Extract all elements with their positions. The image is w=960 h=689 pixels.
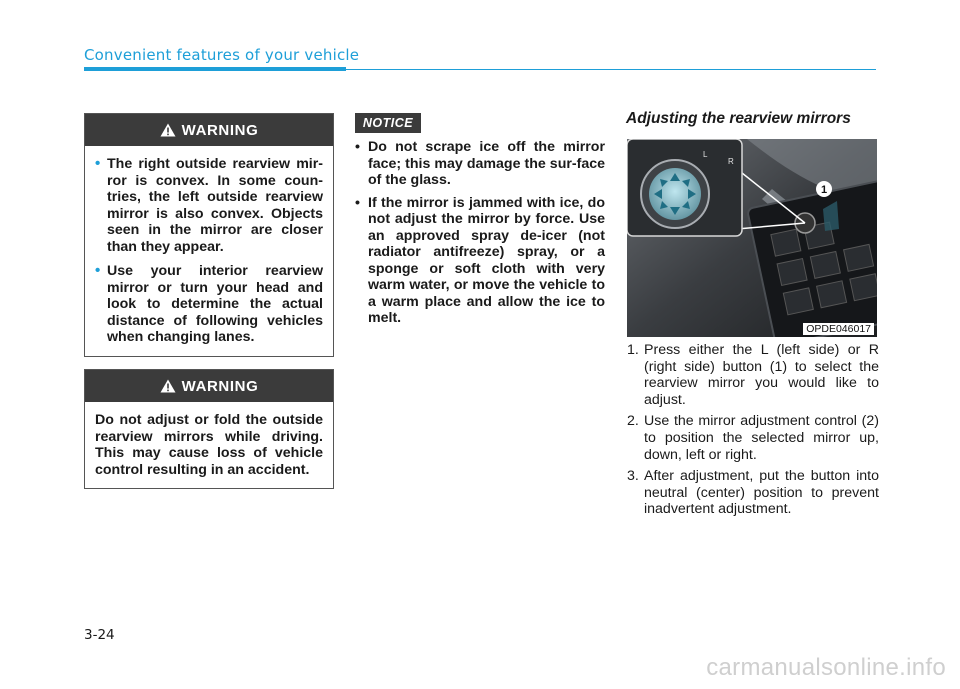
header-rule [346,69,876,70]
warning-triangle-icon [160,379,176,393]
notice-bullet: • If the mirror is jammed with ice, do not adjust the mirror by force. Use an approved spray de-icer (not radiator antifreeze) spray, or a sponge or soft cloth with very warm water, or move the vehicle to a warm place and allow the ice to melt. [355,195,605,327]
warning-label: WARNING [181,121,259,139]
button-right-label: R [728,157,734,166]
mirror-control-figure [627,139,877,337]
step-text: Press either the L (left side) or R (right side) button (1) to select the rearview mirror you would like to adjust. [644,342,879,408]
warning-header [85,114,333,146]
adjust-steps [627,342,879,523]
warning-body [85,146,333,356]
button-left-label: L [703,150,708,159]
step-text: After adjustment, put the button into neutral (center) position to prevent inadvertent adjustment. [644,468,879,518]
notice-list [355,139,605,333]
notice-badge: NOTICE [355,113,421,133]
step-item [627,413,879,463]
callout-number: 1 [821,184,828,196]
step-text: Use the mirror adjustment control (2) to position the selected mirror up, down, left or right. [644,413,879,463]
step-number: 1. [627,342,639,358]
section-title: Convenient features of your vehicle [84,46,360,64]
mirror-control-illustration [627,139,877,337]
warning-triangle-icon [160,123,176,137]
step-number: 2. [627,413,639,430]
adjust-heading: Adjusting the rearview mirrors [626,110,851,127]
warning-text: Do not adjust or fold the outside rearview mirrors while driving. This may cause loss of vehicle control resulting in an accident. [95,412,323,478]
warning-box-do-not-adjust [84,369,334,489]
step-item [627,342,879,408]
warning-bullet: • The right outside rearview mir-ror is convex. In some coun-tries, the left outside rearview mirror is also convex. Objects seen in the mirror are closer than they appear. [95,156,323,255]
warning-bullet: • Use your interior rearview mirror or turn your head and look to determine the actual distance of following vehicles when changing lanes. [95,263,323,346]
notice-bullet: • Do not scrape ice off the mirror face; this may damage the sur-face of the glass. [355,139,605,189]
header-accent-bar [84,67,346,71]
warning-box-convex-mirror [84,113,334,357]
step-number: 3. [627,468,639,485]
warning-body [85,402,333,488]
watermark: carmanualsonline.info [706,654,946,681]
figure-code: OPDE046017 [803,323,874,335]
step-item [627,468,879,518]
warning-label: WARNING [181,377,259,395]
page-number: 3-24 [84,627,115,643]
warning-header [85,370,333,402]
